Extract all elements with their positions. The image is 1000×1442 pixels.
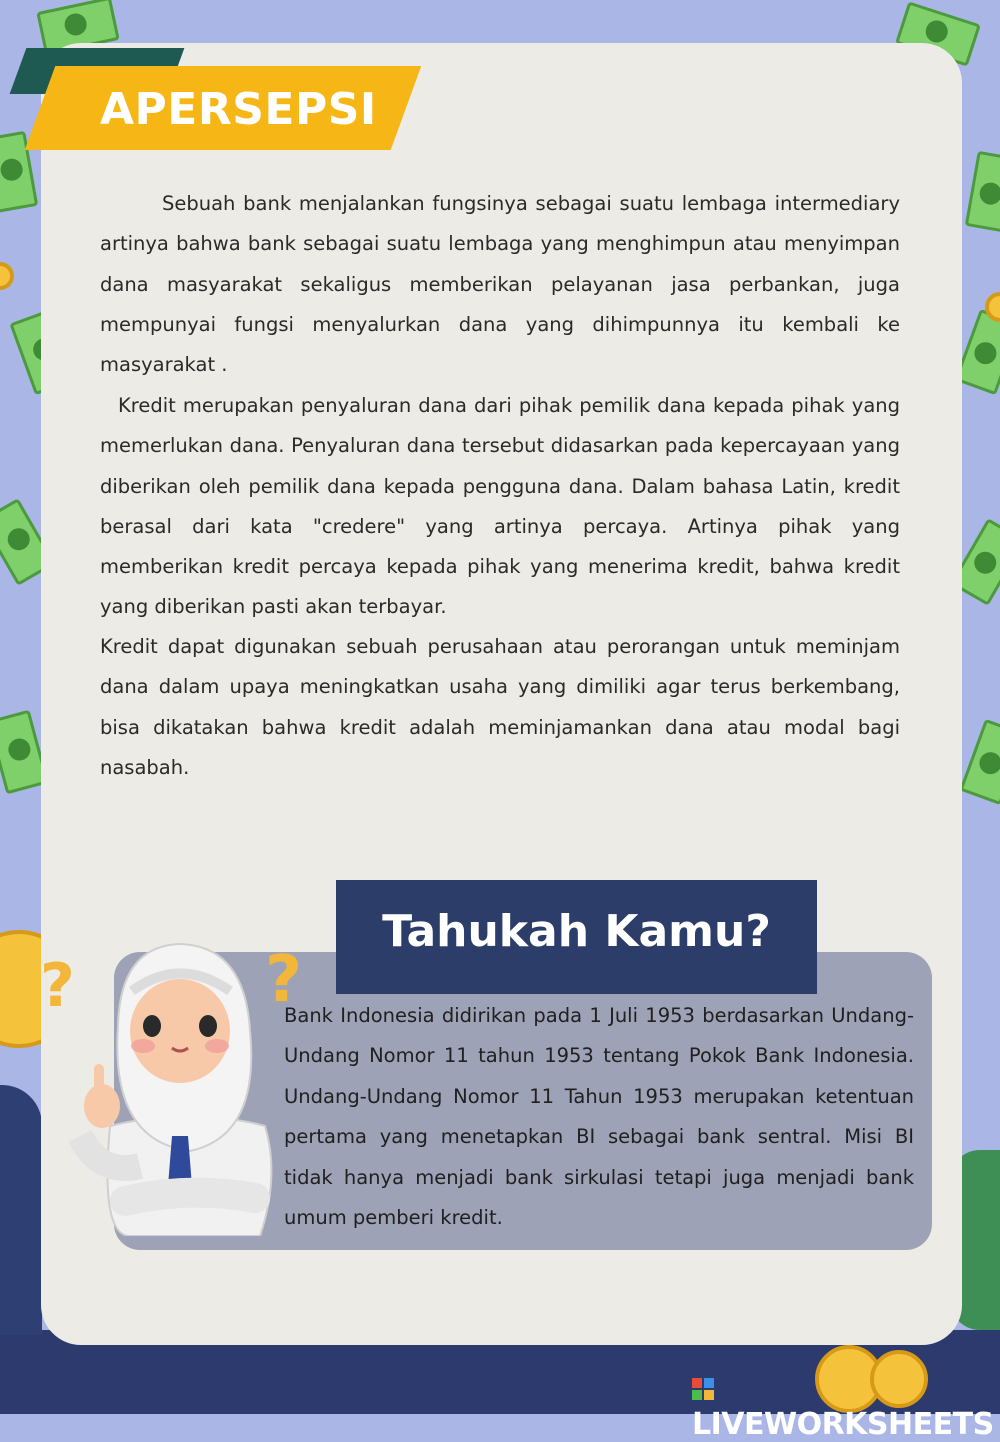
paragraph-credit-usage: Kredit dapat digunakan sebuah perusahaan atau perorangan untuk meminjam dana dalam upaya meningkatkan usaha yang dimiliki agar terus berkembang, bisa dikatakan bahwa kredit adalah meminjamankan dana atau modal bagi nasabah. <box>100 635 900 779</box>
money-bill-icon <box>959 719 1000 805</box>
watermark-brand: LIVEWORKSHEETS <box>692 1407 994 1442</box>
question-mark-icon: ? <box>265 943 303 1017</box>
question-mark-icon: ? <box>40 951 75 1021</box>
fact-title: Tahukah Kamu? <box>382 906 771 957</box>
girl-hijab-illustration <box>40 936 320 1236</box>
fact-text: Bank Indonesia didirikan pada 1 Juli 1953 berdasarkan Undang-Undang Nomor 11 tahun 1953 tentang Pokok Bank Indonesia. Undang-Undang Nomor 11 Tahun 1953 merupakan ketentuan pertama yang menetapkan BI sebagai bank sentral. Misi BI tidak hanya menjadi bank sirkulasi tetapi juga menjadi bank umum pemberi kredit. <box>284 1004 914 1230</box>
paragraph-credit-definition: Kredit merupakan penyaluran dana dari pihak pemilik dana kepada pihak yang memerlukan dana. Penyaluran dana tersebut didasarkan pada kepercayaan yang diberikan oleh pemilik dana kepada pengguna dana. Dalam bahasa Latin, kredit berasal dari kata "credere" yang artinya percaya. Artinya pihak yang memberikan kredit percaya kepada pihak yang menerima kredit, bahwa kredit yang diberikan pasti akan terbayar. <box>100 394 900 619</box>
page-title: APERSEPSI <box>100 84 377 135</box>
banker-figure <box>0 1085 42 1335</box>
money-bill-icon <box>965 151 1000 233</box>
paragraph-bank-function: Sebuah bank menjalankan fungsinya sebagai suatu lembaga intermediary artinya bahwa bank sebagai suatu lembaga yang menghimpun atau menyimpan dana masyarakat sekaligus memberikan pelayanan jasa perbankan, juga mempunyai fungsi menyalurkan dana yang dihimpunnya itu kembali ke masyarakat . <box>100 192 900 377</box>
coin-icon <box>0 262 14 290</box>
